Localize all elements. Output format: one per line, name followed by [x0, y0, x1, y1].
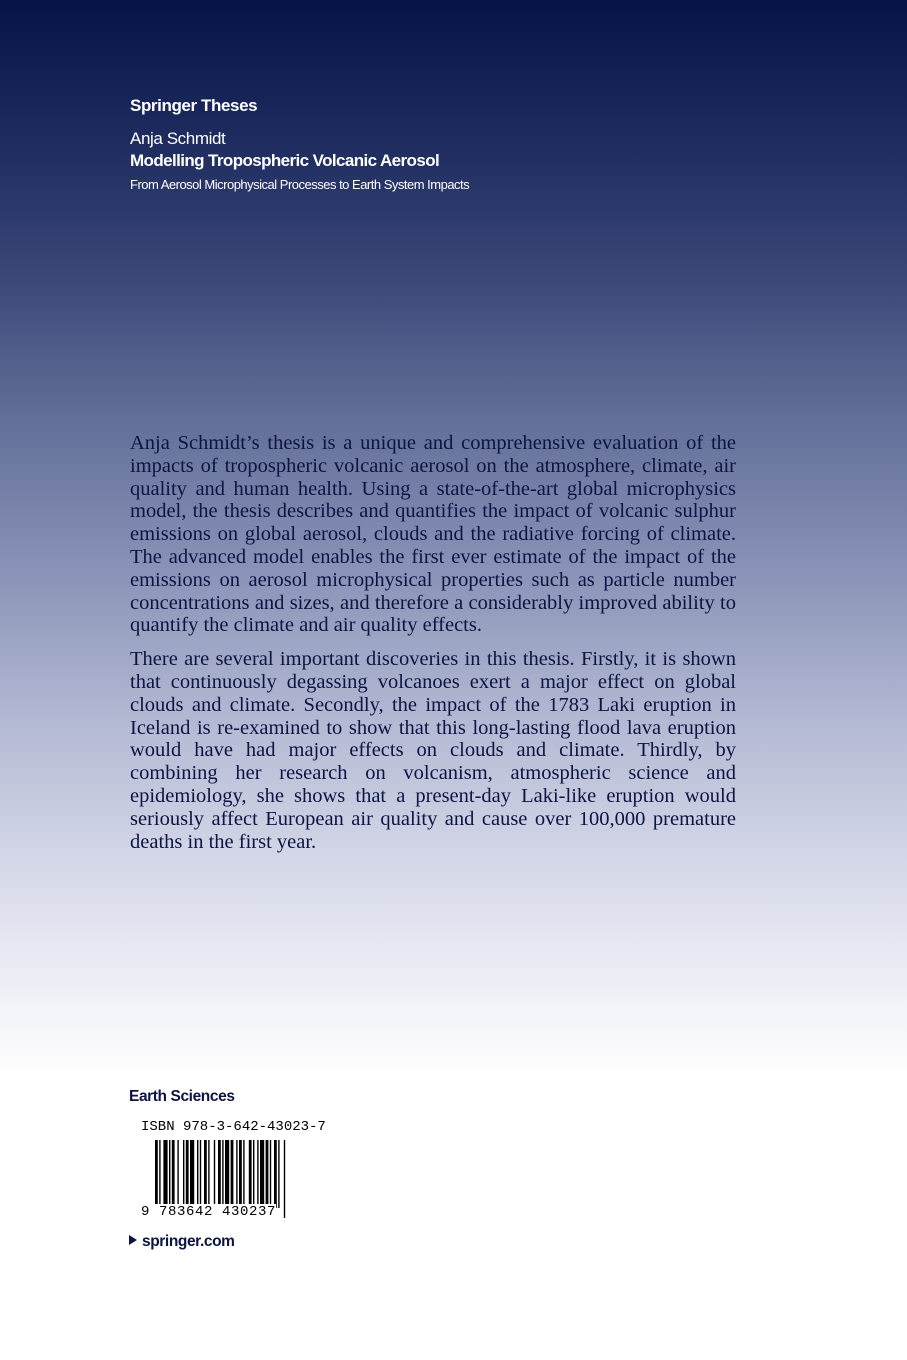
blurb [130, 432, 736, 864]
blurb-paragraph-2: There are several important discoveries in this thesis. Firstly, it is shown that continuously degassing volcanoes exert a major effect on global clouds and climate. Secondly, the impact of the 1783 Laki eruption in Iceland is re-examined to show that this long-lasting flood lava eruption would have had major effects on clouds and climate. Thirdly, by combining her research on volcanism, atmospheric science and epidemiology, she shows that a present-day Laki-like eruption would seriously affect European air quality and cause over 100,000 premature deaths in the first year. [130, 648, 736, 853]
website-link[interactable] [129, 1233, 235, 1251]
book-title: Modelling Tropospheric Volcanic Aerosol [130, 151, 440, 170]
barcode-digits: 9 783642 430237 [141, 1204, 277, 1220]
book-subtitle: From Aerosol Microphysical Processes to Earth System Impacts [130, 177, 470, 192]
arrow-right-icon [129, 1235, 137, 1245]
isbn-label: ISBN 978-3-642-43023-7 [141, 1119, 326, 1135]
subject-category: Earth Sciences [129, 1088, 235, 1105]
series-name: Springer Theses [130, 96, 258, 115]
website-label: springer.com [142, 1233, 235, 1250]
author-name: Anja Schmidt [130, 129, 226, 148]
blurb-paragraph-1: Anja Schmidt’s thesis is a unique and comprehensive evaluation of the impacts of tropospheric volcanic aerosol on the atmosphere, climate, air quality and human health. Using a state-of-the-art global microphysics model, the thesis describes and quantifies the impact of volcanic sulphur emissions on global aerosol, clouds and the radiative forcing of climate. The advanced model enables the first ever estimate of the impact of the emissions on aerosol microphysical properties such as particle number concentrations and sizes, and therefore a considerably improved ability to quantify the climate and air quality effects. [130, 432, 736, 637]
